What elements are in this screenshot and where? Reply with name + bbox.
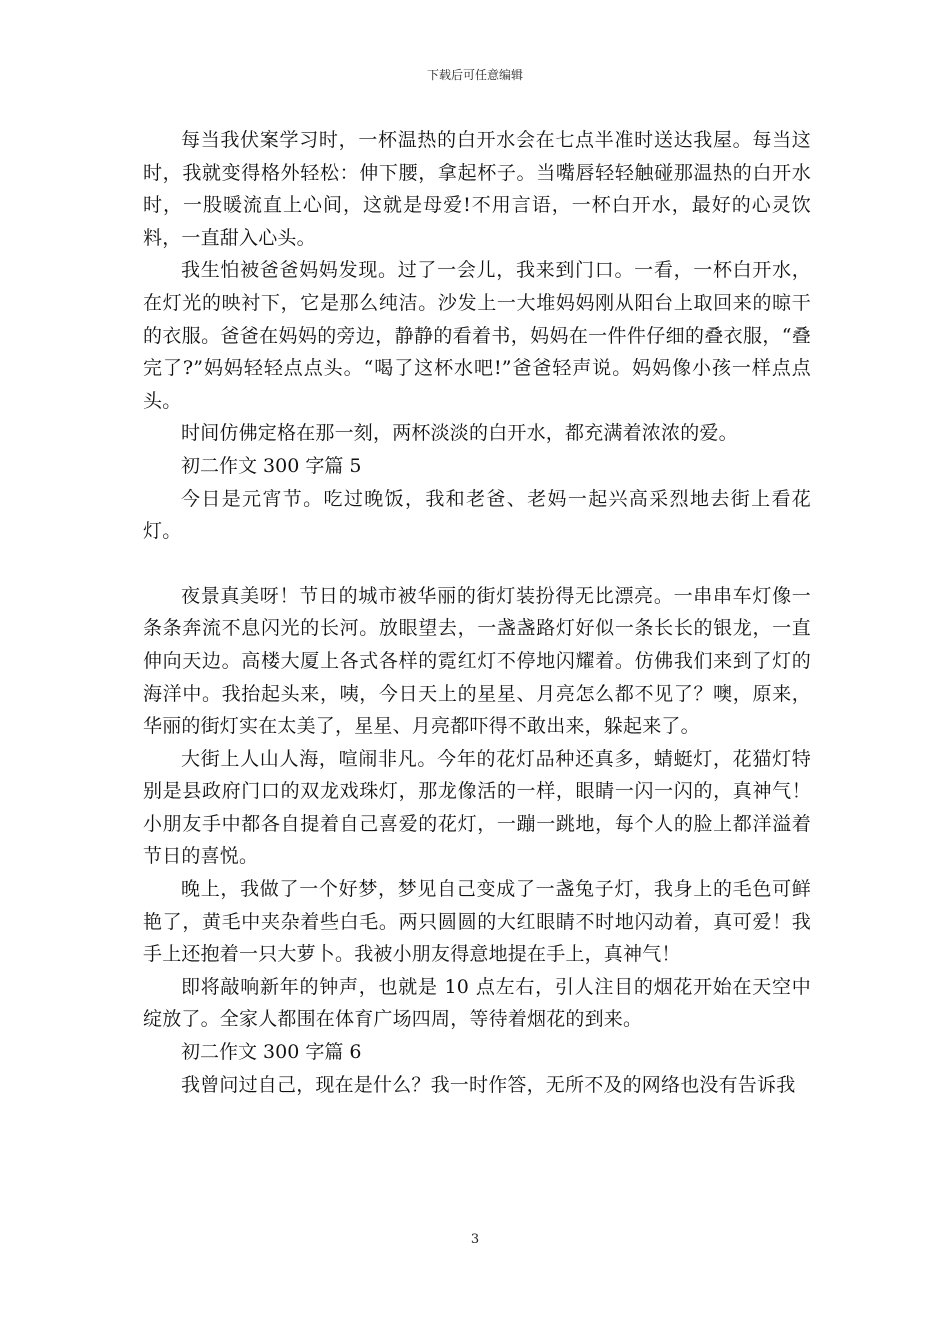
paragraph-2: 我生怕被爸爸妈妈发现。过了一会儿，我来到门口。一看，一杯白开水，在灯光的映衬下，它是那么纯洁。沙发上一大堆妈妈刚从阳台上取回来的晾干的衣服。爸爸在妈妈的旁边，静静的看着书，妈妈在一件件仔细的叠衣服，“叠完了?”妈妈轻轻点点头。“喝了这杯水吧!”爸爸轻声说。妈妈像小孩一样点点头。 bbox=[143, 259, 811, 412]
paragraph-8: 即将敲响新年的钟声，也就是 10 点左右，引人注目的烟花开始在天空中绽放了。全家人都围在体育广场四周，等待着烟花的到来。 bbox=[143, 975, 811, 1031]
page-number: 3 bbox=[470, 1232, 480, 1247]
paragraph-1: 每当我伏案学习时，一杯温热的白开水会在七点半准时送达我屋。每当这时，我就变得格外轻松：伸下腰，拿起杯子。当嘴唇轻轻触碰那温热的白开水时，一股暖流直上心间，这就是母爱!不用言语，一杯白开水，最好的心灵饮料，一直甜入心头。 bbox=[143, 129, 811, 249]
paragraph-4: 今日是元宵节。吃过晚饭，我和老爸、老妈一起兴高采烈地去街上看花灯。 bbox=[143, 487, 811, 543]
page-header: 下载后可任意编辑 bbox=[426, 68, 523, 82]
paragraph-3: 时间仿佛定格在那一刻，两杯淡淡的白开水，都充满着浓浓的爱。 bbox=[181, 422, 738, 445]
paragraph-6: 大街上人山人海，喧闹非凡。今年的花灯品种还真多，蜻蜓灯，花猫灯特别是县政府门口的双龙戏珠灯，那龙像活的一样，眼睛一闪一闪的，真神气！小朋友手中都各自提着自己喜爱的花灯，一蹦一跳地，每个人的脸上都洋溢着节日的喜悦。 bbox=[143, 747, 811, 868]
paragraph-9: 我曾问过自己，现在是什么？我一时作答，无所不及的网络也没有告诉我 bbox=[181, 1073, 796, 1096]
section-heading-6: 初二作文 300 字篇 6 bbox=[181, 1041, 362, 1064]
blank-line bbox=[143, 548, 811, 580]
section-heading-5: 初二作文 300 字篇 5 bbox=[181, 454, 362, 477]
paragraph-5: 夜景真美呀！节日的城市被华丽的街灯装扮得无比漂亮。一串串车灯像一条条奔流不息闪光的长河。放眼望去，一盏盏路灯好似一条长长的银龙，一直伸向天边。高楼大厦上各式各样的霓红灯不停地闪耀着。仿佛我们来到了灯的海洋中。我抬起头来，咦，今日天上的星星、月亮怎么都不见了？噢，原来，华丽的街灯实在太美了，星星、月亮都吓得不敢出来，躲起来了。 bbox=[143, 584, 811, 738]
document-body bbox=[143, 124, 811, 1101]
paragraph-7: 晚上，我做了一个好梦，梦见自己变成了一盏兔子灯，我身上的毛色可鲜艳了，黄毛中夹杂着些白毛。两只圆圆的大红眼睛不时地闪动着，真可爱！我手上还抱着一只大萝卜。我被小朋友得意地提在手上，真神气！ bbox=[143, 878, 811, 966]
